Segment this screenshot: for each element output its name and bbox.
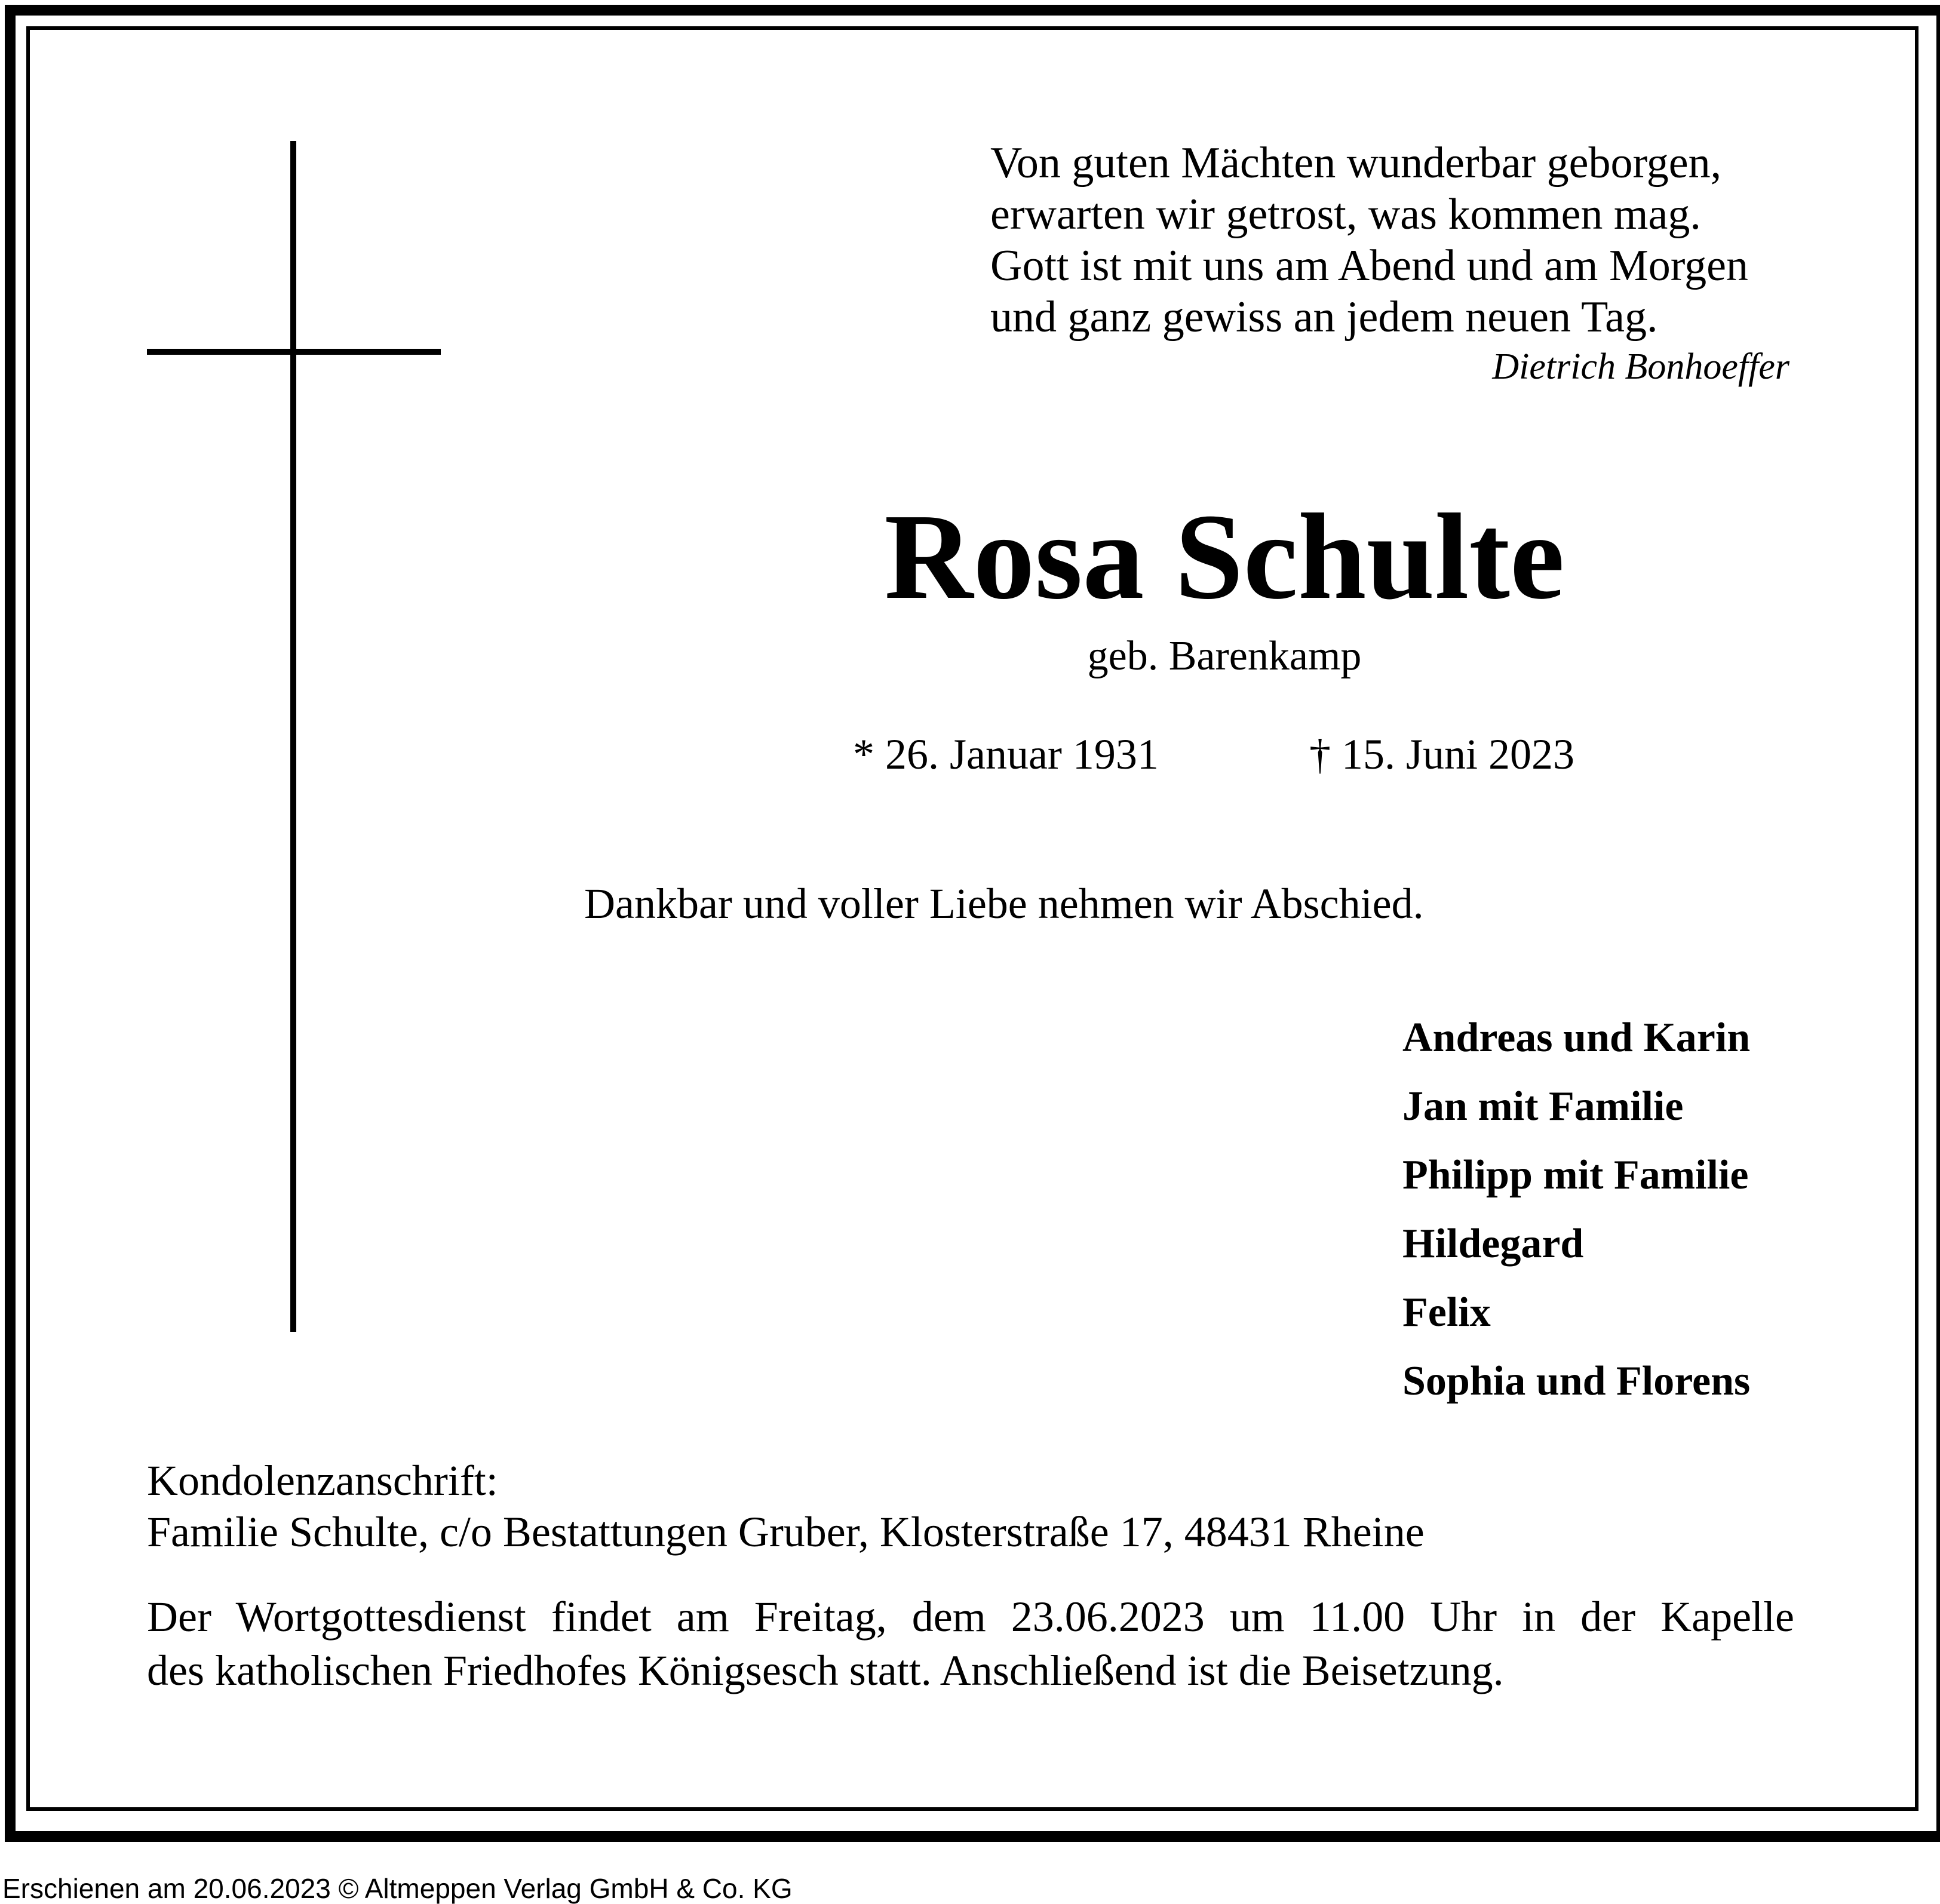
- cross-icon-crossbar: [147, 349, 441, 355]
- maiden-name: geb. Barenkamp: [1087, 633, 1362, 679]
- quote-line: erwarten wir getrost, was kommen mag.: [990, 190, 1701, 239]
- birth-date: * 26. Januar 1931: [853, 730, 1159, 778]
- quote-line: Gott ist mit uns am Abend und am Morgen: [990, 241, 1748, 290]
- mourner-name: Philipp mit Familie: [1402, 1152, 1749, 1198]
- publication-footer: Erschienen am 20.06.2023 © Altmeppen Verlag GmbH & Co. KG: [2, 1873, 793, 1904]
- service-notice: [147, 1590, 1794, 1697]
- mourner-name: Andreas und Karin: [1402, 1015, 1751, 1061]
- bonhoeffer-quote: [990, 137, 1794, 343]
- quote-author: Dietrich Bonhoeffer: [1492, 346, 1789, 387]
- farewell-text: Dankbar und voller Liebe nehmen wir Abschied.: [584, 880, 1424, 928]
- service-line: des katholischen Friedhofes Königsesch statt. Anschließend ist die Beisetzung.: [147, 1647, 1504, 1694]
- condolence-address-line: Familie Schulte, c/o Bestattungen Gruber, Klosterstraße 17, 48431 Rheine: [147, 1508, 1425, 1556]
- mourner-name: Jan mit Familie: [1402, 1083, 1684, 1129]
- mourners-list: [1402, 1003, 1750, 1415]
- quote-line: und ganz gewiss an jedem neuen Tag.: [990, 293, 1658, 342]
- mourner-name: Sophia und Florens: [1402, 1358, 1751, 1404]
- service-line: Der Wortgottesdienst findet am Freitag, dem 23.06.2023 um 11.00 Uhr in der Kapelle: [147, 1593, 1794, 1641]
- mourner-name: Felix: [1402, 1289, 1491, 1335]
- condolence-address: [147, 1455, 1425, 1558]
- quote-line: Von guten Mächten wunderbar geborgen,: [990, 139, 1722, 188]
- deceased-name: Rosa Schulte: [884, 488, 1565, 625]
- mourner-name: Hildegard: [1402, 1221, 1584, 1267]
- condolence-label: Kondolenzanschrift:: [147, 1457, 498, 1504]
- death-date: † 15. Juni 2023: [1309, 730, 1575, 778]
- cross-icon: [290, 141, 296, 1332]
